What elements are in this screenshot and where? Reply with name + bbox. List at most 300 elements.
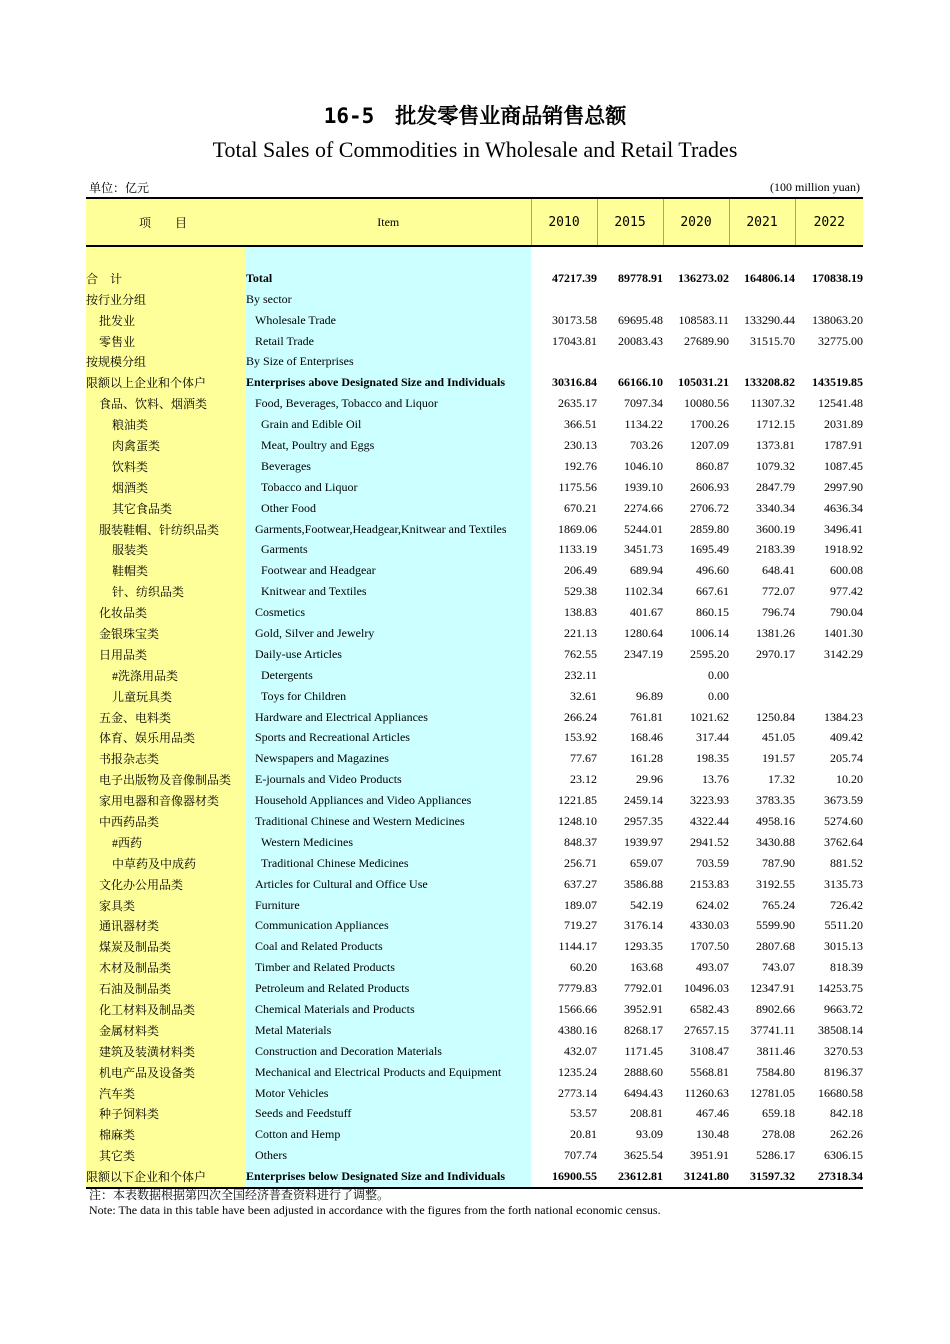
value-cell: 848.37 [564,834,597,849]
value-cell: 10080.56 [684,396,729,411]
value-cell: 1787.91 [824,437,863,452]
spacer-cell [246,246,531,268]
table-row [86,853,863,874]
table-row [86,1166,863,1188]
value-cell [795,289,863,310]
spacer-cell [531,246,863,268]
row-label-en: Gold, Silver and Jewelry [246,623,531,644]
value-cell: 133290.44 [744,312,795,327]
value-cell: 1250.84 [756,709,795,724]
row-label-cn: 五金、电料类 [86,707,246,728]
value-cell: 8196.37 [824,1064,863,1079]
unit-label-cn: 单位：亿元 [89,181,150,195]
value-cell: 1221.85 [558,793,597,808]
table-row [86,456,863,477]
table-row [86,539,863,560]
value-cell: 198.35 [696,751,729,766]
row-label-cn: 日用品类 [86,644,246,665]
value-cell: 96.89 [636,688,663,703]
value-cell: 2997.90 [824,479,863,494]
value-cell: 1373.81 [756,437,795,452]
table-row [86,1104,863,1125]
header-year: 2022 [795,198,863,246]
value-cell [729,351,795,372]
row-label-cn: 鞋帽类 [86,560,246,581]
row-label-cn: 饮料类 [86,456,246,477]
value-cell: 2347.19 [624,646,663,661]
table-row [86,289,863,310]
header-year: 2015 [597,198,663,246]
value-cell: 47217.39 [552,270,597,285]
value-cell: 1566.66 [558,1002,597,1016]
row-label-cn: 棉麻类 [86,1124,246,1145]
row-label-en: Newspapers and Magazines [246,748,531,769]
value-cell: 6494.43 [624,1085,663,1100]
value-cell: 5286.17 [756,1148,795,1163]
value-cell: 1248.10 [558,813,597,828]
table-row [86,414,863,435]
table-row [86,895,863,916]
header-item-en: Item [246,198,531,246]
row-label-cn: 中草药及中成药 [86,853,246,874]
value-cell: 648.41 [762,563,795,578]
value-cell [663,351,729,372]
value-cell: 278.08 [762,1127,795,1142]
value-cell: 7097.34 [624,396,663,411]
value-cell [729,289,795,310]
row-label-cn: 汽车类 [86,1083,246,1104]
value-cell: 108583.11 [678,312,729,327]
value-cell: 3811.46 [756,1043,795,1058]
value-cell: 20.81 [570,1127,597,1142]
row-label-en: Daily-use Articles [246,644,531,665]
table-row [86,748,863,769]
value-cell: 31515.70 [750,333,795,348]
value-cell: 600.08 [830,563,863,578]
row-label-cn: 木材及制品类 [86,957,246,978]
header-item-cn: 项 目 [86,198,246,246]
value-cell: 10.20 [836,772,863,787]
table-row [86,1124,863,1145]
row-label-en: Garments,Footwear,Headgear,Knitwear and Textiles [246,519,531,540]
value-cell: 0.00 [708,688,729,703]
value-cell: 881.52 [830,855,863,870]
value-cell: 163.68 [630,960,663,975]
value-cell: 1046.10 [624,458,663,473]
table-row [86,1145,863,1166]
row-label-cn: 肉禽蛋类 [86,435,246,456]
row-label-en: Chemical Materials and Products [246,999,531,1020]
table-row [86,1083,863,1104]
value-cell: 192.76 [564,458,597,473]
spacer-cell [86,246,246,268]
table-row [86,351,863,372]
value-cell [531,351,597,372]
row-label-cn: 按行业分组 [86,289,246,310]
value-cell: 409.42 [830,730,863,745]
value-cell: 2606.93 [690,479,729,494]
value-cell: 53.57 [570,1106,597,1121]
value-cell: 667.61 [696,584,729,599]
row-label-en: Detergents [246,665,531,686]
value-cell: 16680.58 [818,1085,863,1100]
value-cell: 7779.83 [558,981,597,996]
header-year: 2020 [663,198,729,246]
table-body [86,246,863,1188]
value-cell [795,686,863,707]
value-cell: 1134.22 [624,417,663,432]
value-cell: 191.57 [762,751,795,766]
value-cell: 1280.64 [624,625,663,640]
value-cell: 317.44 [696,730,729,745]
value-cell: 30316.84 [552,375,597,390]
row-label-cn: 金属材料类 [86,1020,246,1041]
value-cell: 89778.91 [618,270,663,285]
value-cell: 2859.80 [690,521,729,536]
row-label-cn: 其它食品类 [86,498,246,519]
value-cell: 11307.32 [750,396,795,411]
value-cell: 8902.66 [756,1002,795,1016]
value-cell: 1144.17 [558,939,597,954]
value-cell [597,665,663,686]
row-label-en: Cotton and Hemp [246,1124,531,1145]
row-label-cn: 服装类 [86,539,246,560]
value-cell: 4330.03 [690,918,729,933]
row-label-cn: 限额以下企业和个体户 [86,1166,246,1188]
value-cell: 16900.55 [531,1166,597,1188]
value-cell: 2957.35 [624,813,663,828]
table-row [86,832,863,853]
value-cell: 136273.02 [678,270,729,285]
table-row [86,957,863,978]
row-label-en: Enterprises above Designated Size and Individuals [246,372,531,393]
row-label-en: Grain and Edible Oil [246,414,531,435]
table-row [86,769,863,790]
value-cell: 2888.60 [624,1064,663,1079]
value-cell: 7584.80 [756,1064,795,1079]
value-cell: 1235.24 [558,1064,597,1079]
row-label-en: Total [246,268,531,289]
row-label-en: Construction and Decoration Materials [246,1041,531,1062]
row-label-en: Coal and Related Products [246,936,531,957]
value-cell: 624.02 [696,897,729,912]
value-cell: 2635.17 [558,396,597,411]
value-cell: 31241.80 [663,1166,729,1188]
row-label-cn: 食品、饮料、烟酒类 [86,393,246,414]
value-cell: 3223.93 [690,793,729,808]
table-row [86,268,863,289]
value-cell: 168.46 [630,730,663,745]
row-label-en: By Size of Enterprises [246,351,531,372]
value-cell: 7792.01 [624,981,663,996]
value-cell: 1207.09 [690,437,729,452]
row-label-en: Furniture [246,895,531,916]
row-label-cn: 粮油类 [86,414,246,435]
value-cell: 3108.47 [690,1043,729,1058]
value-cell: 3270.53 [824,1043,863,1058]
row-label-cn: 针、纺织品类 [86,581,246,602]
value-cell: 796.74 [762,605,795,620]
table-row [86,393,863,414]
value-cell: 689.94 [630,563,663,578]
value-cell: 10496.03 [684,981,729,996]
row-label-en: Petroleum and Related Products [246,978,531,999]
value-cell: 451.05 [762,730,795,745]
row-label-en: Household Appliances and Video Appliances [246,790,531,811]
table-row [86,477,863,498]
value-cell: 496.60 [696,563,729,578]
value-cell: 6306.15 [824,1148,863,1163]
value-cell: 266.24 [564,709,597,724]
table-row [86,665,863,686]
row-label-cn: 电子出版物及音像制品类 [86,769,246,790]
table-row [86,623,863,644]
value-cell: 12541.48 [818,396,863,411]
value-cell: 1707.50 [690,939,729,954]
row-label-en: Wholesale Trade [246,310,531,331]
row-label-cn: 文化办公用品类 [86,874,246,895]
value-cell: 366.51 [564,417,597,432]
value-cell: 2031.89 [824,417,863,432]
value-cell: 12347.91 [750,981,795,996]
value-cell: 3142.29 [824,646,863,661]
value-cell: 659.18 [762,1106,795,1121]
footnote-cn: 注：本表数据根据第四次全国经济普查资料进行了调整。 [89,1188,390,1202]
value-cell: 707.74 [564,1148,597,1163]
table-row [86,581,863,602]
row-label-cn: 批发业 [86,310,246,331]
table-row [86,1020,863,1041]
value-cell: 1133.19 [558,542,597,557]
row-label-en: Tobacco and Liquor [246,477,531,498]
value-cell: 2847.79 [756,479,795,494]
value-cell [597,351,663,372]
row-label-en: Metal Materials [246,1020,531,1041]
spacer-row [86,246,863,268]
row-label-en: Meat, Poultry and Eggs [246,435,531,456]
row-label-en: Traditional Chinese Medicines [246,853,531,874]
value-cell [597,289,663,310]
value-cell: 27689.90 [684,333,729,348]
value-cell: 5244.01 [624,521,663,536]
value-cell: 262.26 [830,1127,863,1142]
value-cell: 17043.81 [552,333,597,348]
value-cell: 719.27 [564,918,597,933]
table-row [86,435,863,456]
table-row [86,790,863,811]
value-cell: 105031.21 [678,375,729,390]
value-cell: 659.07 [630,855,663,870]
row-label-en: Traditional Chinese and Western Medicines [246,811,531,832]
row-label-cn: 其它类 [86,1145,246,1166]
value-cell: 1695.49 [690,542,729,557]
value-cell: 4636.34 [824,500,863,515]
value-cell: 772.07 [762,584,795,599]
value-cell [729,686,795,707]
value-cell: 4322.44 [690,813,729,828]
value-cell: 2706.72 [690,500,729,515]
value-cell: 32.61 [570,688,597,703]
value-cell [795,351,863,372]
row-label-cn: 通讯器材类 [86,916,246,937]
value-cell: 2459.14 [624,793,663,808]
value-cell: 761.81 [630,709,663,724]
table-row [86,1041,863,1062]
value-cell: 138063.20 [812,312,863,327]
row-label-en: Articles for Cultural and Office Use [246,874,531,895]
row-label-en: Hardware and Electrical Appliances [246,707,531,728]
value-cell: 189.07 [564,897,597,912]
table-row [86,916,863,937]
row-label-en: Retail Trade [246,331,531,352]
table-row [86,936,863,957]
value-cell: 467.46 [696,1106,729,1121]
value-cell: 4380.16 [558,1022,597,1037]
value-cell: 3015.13 [824,939,863,954]
value-cell: 3340.34 [756,500,795,515]
value-cell: 130.48 [696,1127,729,1142]
header-row [86,198,863,246]
row-label-en: Cosmetics [246,602,531,623]
value-cell: 1401.30 [824,625,863,640]
row-label-cn: 体育、娱乐用品类 [86,727,246,748]
value-cell: 2595.20 [690,646,729,661]
row-label-en: By sector [246,289,531,310]
value-cell: 432.07 [564,1043,597,1058]
value-cell: 3430.88 [756,834,795,849]
value-cell: 27318.34 [795,1166,863,1188]
row-label-en: Food, Beverages, Tobacco and Liquor [246,393,531,414]
value-cell: 3451.73 [624,542,663,557]
value-cell: 818.39 [830,960,863,975]
value-cell: 860.87 [696,458,729,473]
value-cell: 493.07 [696,960,729,975]
value-cell: 9663.72 [824,1002,863,1016]
value-cell [729,665,795,686]
row-label-cn: 煤炭及制品类 [86,936,246,957]
value-cell: 3762.64 [824,834,863,849]
row-label-cn: 金银珠宝类 [86,623,246,644]
value-cell: 23.12 [570,772,597,787]
value-cell: 726.42 [830,897,863,912]
page-title-en: Total Sales of Commodities in Wholesale and Retail Trades [212,137,738,162]
table-row [86,999,863,1020]
value-cell: 138.83 [564,605,597,620]
value-cell: 787.90 [762,855,795,870]
value-cell: 1381.26 [756,625,795,640]
value-cell: 2274.66 [624,500,663,515]
row-label-cn: 书报杂志类 [86,748,246,769]
row-label-cn: 家具类 [86,895,246,916]
value-cell: 232.11 [564,667,597,682]
value-cell: 542.19 [630,897,663,912]
value-cell: 206.49 [564,563,597,578]
table-row [86,727,863,748]
value-cell: 93.09 [636,1127,663,1142]
value-cell: 3135.73 [824,876,863,891]
row-label-cn: 种子饲料类 [86,1104,246,1125]
value-cell: 31597.32 [729,1166,795,1188]
value-cell: 20083.43 [618,333,663,348]
value-cell: 256.71 [564,855,597,870]
value-cell: 208.81 [630,1106,663,1121]
value-cell: 2773.14 [558,1085,597,1100]
value-cell: 77.67 [570,751,597,766]
table-row [86,978,863,999]
value-cell: 1939.10 [624,479,663,494]
header-year: 2010 [531,198,597,246]
value-cell: 30173.58 [552,312,597,327]
row-label-cn: 限额以上企业和个体户 [86,372,246,393]
row-label-cn: 机电产品及设备类 [86,1062,246,1083]
table-row [86,560,863,581]
value-cell: 1712.15 [756,417,795,432]
value-cell: 5599.90 [756,918,795,933]
value-cell: 230.13 [564,437,597,452]
value-cell: 5274.60 [824,813,863,828]
table-row [86,644,863,665]
unit-label-en: (100 million yuan) [770,180,860,194]
value-cell: 3952.91 [624,1002,663,1016]
row-label-en: Others [246,1145,531,1166]
row-label-cn: 家用电器和音像器材类 [86,790,246,811]
value-cell: 170838.19 [812,270,863,285]
value-cell: 8268.17 [624,1022,663,1037]
row-label-cn: 化妆品类 [86,602,246,623]
row-label-cn: 石油及制品类 [86,978,246,999]
value-cell: 164806.14 [744,270,795,285]
value-cell: 5568.81 [690,1064,729,1079]
value-cell: 977.42 [830,584,863,599]
value-cell: 1918.92 [824,542,863,557]
row-label-cn: 服装鞋帽、针纺织品类 [86,519,246,540]
value-cell: 3673.59 [824,793,863,808]
value-cell: 529.38 [564,584,597,599]
value-cell: 762.55 [564,646,597,661]
value-cell: 60.20 [570,960,597,975]
row-label-en: Beverages [246,456,531,477]
value-cell: 29.96 [636,772,663,787]
value-cell: 1006.14 [690,625,729,640]
value-cell: 2153.83 [690,876,729,891]
table-row [86,519,863,540]
value-cell: 32775.00 [818,333,863,348]
row-label-en: Seeds and Feedstuff [246,1104,531,1125]
value-cell: 221.13 [564,625,597,640]
row-label-cn: #洗涤用品类 [86,665,246,686]
row-label-cn: 按规模分组 [86,351,246,372]
row-label-cn: #西药 [86,832,246,853]
value-cell: 205.74 [830,751,863,766]
row-label-en: Footwear and Headgear [246,560,531,581]
value-cell: 703.59 [696,855,729,870]
row-label-cn: 合 计 [86,268,246,289]
row-label-en: Sports and Recreational Articles [246,727,531,748]
footnote-en: Note: The data in this table have been adjusted in accordance with the figures from the forth national economic census. [89,1203,661,1217]
value-cell: 6582.43 [690,1002,729,1016]
value-cell: 2807.68 [756,939,795,954]
row-label-en: Toys for Children [246,686,531,707]
row-label-cn: 零售业 [86,331,246,352]
value-cell: 3625.54 [624,1148,663,1163]
value-cell: 703.26 [630,437,663,452]
row-label-en: E-journals and Video Products [246,769,531,790]
value-cell: 17.32 [768,772,795,787]
value-cell: 790.04 [830,605,863,620]
header-year: 2021 [729,198,795,246]
value-cell: 0.00 [708,667,729,682]
value-cell: 1171.45 [624,1043,663,1058]
